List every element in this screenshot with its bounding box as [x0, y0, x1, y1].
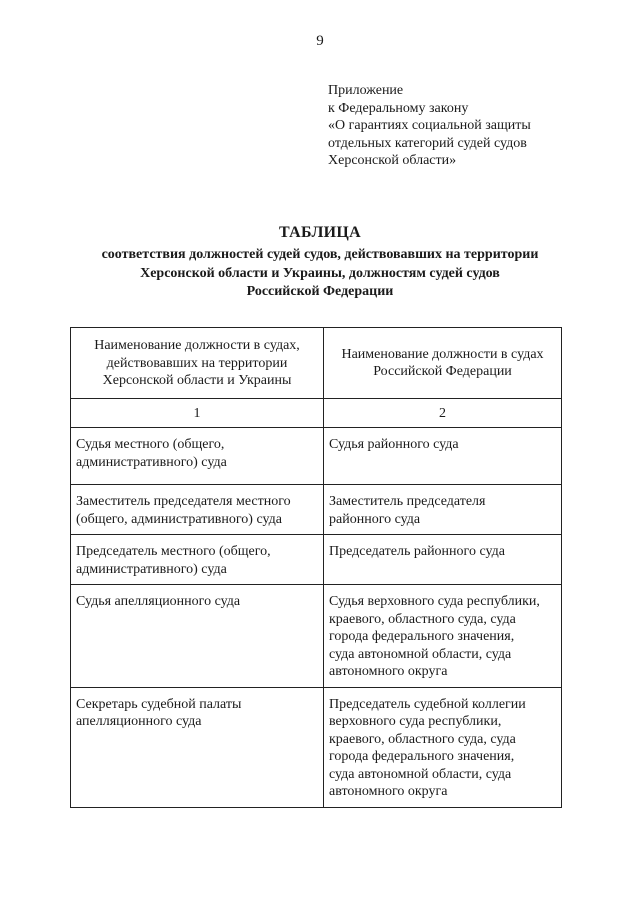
cell-line: автономного округа: [329, 784, 448, 799]
appendix-line: отдельных категорий судей судов: [328, 135, 527, 151]
table-cell-right: [324, 428, 562, 485]
table-cell-right: [324, 485, 562, 535]
cell-line: Судья местного (общего,: [76, 437, 225, 452]
page-number: 9: [316, 33, 324, 49]
table-cell-left: [71, 485, 324, 535]
cell-line: Председатель районного суда: [329, 544, 505, 559]
appendix-line: «О гарантиях социальной защиты: [328, 118, 531, 133]
appendix-line: к Федеральному закону: [328, 100, 469, 116]
table-row: [71, 687, 562, 807]
table-row: [71, 428, 562, 485]
cell-line: Председатель местного (общего,: [76, 544, 271, 559]
subtitle-line: соответствия должностей судей судов, действовавших на территории: [101, 247, 539, 262]
cell-line: апелляционного суда: [76, 714, 202, 729]
table-cell-right: [324, 535, 562, 585]
header-line: действовавших на территории: [106, 355, 288, 371]
header-line: Наименование должности в судах,: [94, 338, 300, 353]
table-cell-right: [324, 585, 562, 688]
cell-line: административного) суда: [76, 454, 227, 470]
cell-line: суда автономной области, суда: [329, 766, 512, 782]
column-number: 2: [324, 398, 562, 428]
cell-line: города федерального значения,: [329, 749, 515, 764]
header-line: Херсонской области и Украины: [102, 373, 292, 388]
cell-line: Судья районного суда: [329, 437, 459, 452]
cell-line: города федерального значения,: [329, 629, 515, 644]
table-cell-left: [71, 687, 324, 807]
appendix-line: Приложение: [328, 83, 404, 98]
appendix-note: [328, 82, 628, 170]
column-number: 1: [71, 398, 324, 428]
cell-line: (общего, административного) суда: [76, 511, 282, 527]
table-row: [71, 585, 562, 688]
cell-line: Заместитель председателя местного: [76, 494, 291, 509]
table-cell-left: [71, 585, 324, 688]
table-cell-left: [71, 428, 324, 485]
subtitle-line: Херсонской области и Украины, должностям судей судов: [140, 265, 500, 281]
cell-line: автономного округа: [329, 664, 448, 679]
header-cell-ukraine-positions: [71, 328, 324, 399]
table-row: [71, 535, 562, 585]
cell-line: Судья верховного суда республики,: [329, 594, 540, 609]
cell-line: Судья апелляционного суда: [76, 594, 241, 609]
cell-line: краевого, областного суда, суда: [329, 611, 516, 627]
header-line: Российской Федерации: [373, 364, 512, 380]
appendix-line: Херсонской области»: [328, 153, 457, 168]
header-cell-russia-positions: [324, 328, 562, 399]
table-cell-right: [324, 687, 562, 807]
subtitle-line: Российской Федерации: [246, 284, 394, 299]
cell-line: верховного суда республики,: [329, 714, 502, 729]
table-header-row: [71, 328, 562, 399]
column-number-row: [71, 398, 562, 428]
table-row: [71, 485, 562, 535]
cell-line: административного) суда: [76, 561, 227, 577]
cell-line: краевого, областного суда, суда: [329, 731, 516, 747]
table-title: ТАБЛИЦА: [278, 224, 362, 241]
correspondence-table: [70, 327, 562, 808]
cell-line: Заместитель председателя: [329, 494, 486, 509]
table-subtitle: [60, 246, 580, 302]
cell-line: районного суда: [329, 511, 421, 527]
cell-line: суда автономной области, суда: [329, 646, 512, 662]
table-cell-left: [71, 535, 324, 585]
cell-line: Председатель судебной коллегии: [329, 696, 526, 712]
cell-line: Секретарь судебной палаты: [76, 696, 242, 712]
header-line: Наименование должности в судах: [341, 346, 544, 362]
